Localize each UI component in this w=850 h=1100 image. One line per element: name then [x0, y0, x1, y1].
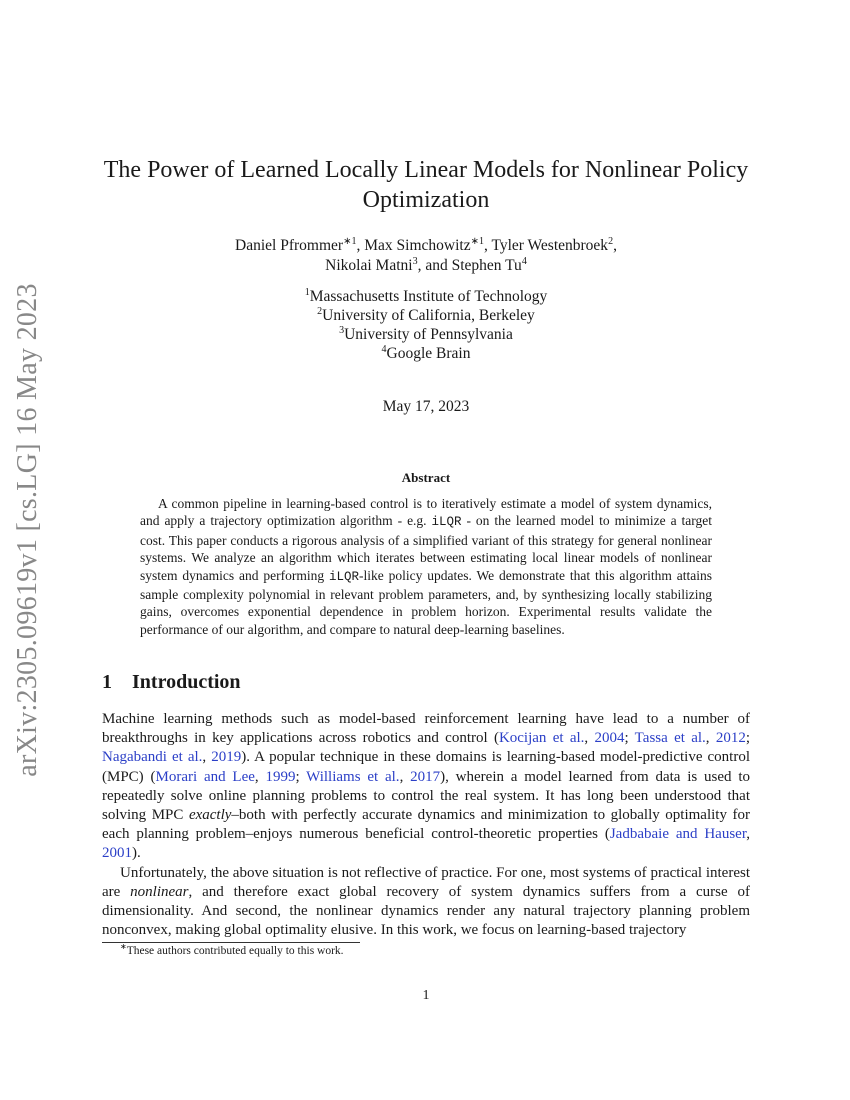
citation-link[interactable]: Williams et al. — [306, 768, 400, 785]
author-name: Max Simchowitz — [364, 237, 471, 254]
abstract-text: A common pipeline in learning-based control is to iteratively estimate a model of system dynamics, and apply a trajectory optimization algorithm - e.g. — [140, 496, 712, 529]
affiliation — [102, 325, 750, 344]
affiliation — [102, 287, 750, 306]
citation-link[interactable]: Kocijan et al. — [498, 730, 585, 747]
affil-mark: 4 — [381, 343, 387, 355]
body-text: ; — [745, 730, 750, 747]
author-affil-mark: ∗1 — [343, 235, 357, 247]
abstract-text: - on the learned model to minimize a target cost. This paper conducts a rigorous analysis of a simplified variant of this strategy for general nonlinear systems. We analyze an algorithm which iterates between estimating local linear models of nonlinear system dynamics and performing — [140, 513, 712, 583]
footnote — [120, 942, 344, 957]
citation-link[interactable]: Tassa et al. — [634, 730, 706, 747]
author-name: Stephen Tu — [451, 257, 522, 274]
body-text: ), wherein a model learned from data is used to repeatedly solve online planning problems to control the real system. It has long been understood that solving MPC — [102, 768, 751, 824]
affil-mark: 2 — [317, 305, 323, 317]
section-title: Introduction — [132, 671, 241, 693]
emphasis: nonlinear — [130, 883, 189, 900]
affil-name: University of Pennsylvania — [344, 326, 513, 343]
affiliation — [102, 344, 750, 363]
body-text: , and therefore exact global recovery of system dynamics suffers from a curse of dimensionality. And second, the nonlinear dynamics render any natural trajectory planning problem nonconvex, making global optimality elusive. In this work, we focus on learning-based trajectory — [102, 883, 750, 939]
author-list: Daniel Pfrommer$^{∗1}$, Max Simchowitz$^{∗1}$, Tyler Westenbroek$^2$, Nikolai Matni$^3$, and Stephen Tu$^4$ — [235, 235, 617, 274]
body-text: , — [705, 730, 716, 747]
section-heading — [102, 671, 241, 694]
abstract-paragraph — [140, 495, 712, 638]
author-affil-mark: 3 — [412, 255, 418, 267]
paper-title: The Power of Learned Locally Linear Models for Nonlinear Policy Optimization — [103, 157, 749, 213]
footnote-rule — [102, 942, 360, 943]
affiliation-list — [102, 287, 750, 363]
citation-year-link[interactable]: 2001 — [102, 845, 132, 862]
body-text: , — [254, 768, 266, 785]
author-affil-mark: 2 — [608, 235, 614, 247]
author-name: Daniel Pfrommer — [235, 237, 344, 254]
author-affil-mark: ∗1 — [470, 235, 484, 247]
body-text: , — [584, 730, 595, 747]
body-text: , — [202, 749, 212, 766]
affil-mark: 1 — [304, 286, 310, 298]
affil-name: Massachusetts Institute of Technology — [309, 288, 548, 305]
affil-mark: 3 — [339, 324, 345, 336]
citation-link[interactable]: Morari and Lee — [155, 768, 255, 785]
footnote-mark: ∗ — [120, 942, 127, 952]
citation-year-link[interactable]: 2019 — [211, 749, 242, 766]
body-text: –both with perfectly accurate dynamics and minimization to globally optimality for each planning problem–enjoys numerous beneficial control-theoretic properties ( — [102, 807, 750, 843]
paper-page — [102, 0, 750, 1100]
author-name: Nikolai Matni — [325, 257, 413, 274]
citation-year-link[interactable]: 2004 — [594, 730, 625, 747]
emphasis: exactly — [188, 807, 232, 824]
citation-link[interactable]: Jadbabaie and Hauser — [609, 826, 747, 843]
citation-year-link[interactable]: 1999 — [265, 768, 296, 785]
abstract-heading: Abstract — [401, 470, 451, 485]
body-text: , — [399, 768, 411, 785]
code-token: iLQR — [431, 515, 462, 530]
citation-year-link[interactable]: 2012 — [715, 730, 746, 747]
footnote-text: These authors contributed equally to this work. — [126, 945, 344, 957]
affiliation — [102, 306, 750, 325]
citation-link[interactable]: Nagabandi et al. — [102, 749, 203, 766]
section-number: 1 — [102, 671, 112, 693]
intro-paragraph — [102, 864, 750, 941]
abstract-text: -like policy updates. We demonstrate that this algorithm attains sample complexity polynomial in relevant problem parameters, and, by synthesizing locally stabilizing gains, overcomes exponential dependence in problem horizon. Experimental results validate the performance of our algorithm, and compare to natural deep-learning baselines. — [140, 567, 712, 637]
arxiv-identifier: arXiv:2305.09619v1 [cs.LG] 16 May 2023 — [12, 283, 43, 777]
body-text: ; — [624, 730, 635, 747]
citation-year-link[interactable]: 2017 — [410, 768, 441, 785]
affil-name: University of California, Berkeley — [322, 307, 535, 324]
body-text: , — [746, 826, 750, 843]
author-name: Tyler Westenbroek — [491, 237, 609, 254]
intro-paragraph — [102, 710, 750, 864]
body-text: ). — [132, 845, 141, 862]
abstract-body — [140, 495, 712, 638]
body-text: Machine learning methods such as model-based reinforcement learning have lead to a number of breakthroughs in key applications across robotics and control ( — [102, 711, 750, 747]
body-text: ). A popular technique in these domains is learning-based model-predictive control (MPC) ( — [102, 749, 751, 785]
paper-date: May 17, 2023 — [382, 398, 470, 415]
body-text: ; — [295, 768, 307, 785]
page-number: 1 — [422, 988, 430, 1003]
arxiv-sidebar — [8, 283, 48, 777]
intro-body — [102, 710, 750, 940]
body-text: Unfortunately, the above situation is not reflective of practice. For one, most systems of practical interest are — [102, 864, 750, 900]
code-token: iLQR — [328, 569, 359, 584]
author-affil-mark: 4 — [521, 255, 527, 267]
affil-name: Google Brain — [386, 345, 471, 362]
